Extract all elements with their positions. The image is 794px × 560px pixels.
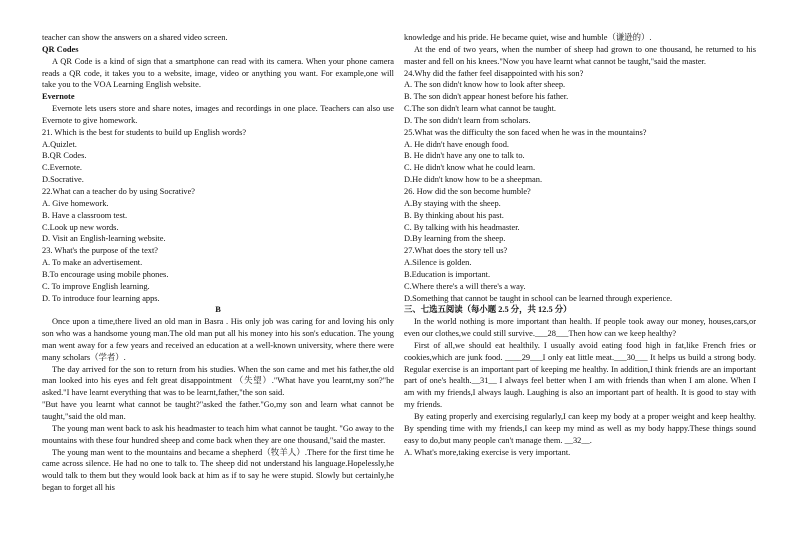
left-column-line: QR Codes: [42, 44, 79, 54]
left-column-line: B.To encourage using mobile phones.: [42, 269, 169, 279]
left-column-line: B.QR Codes.: [42, 151, 87, 161]
left-column-line: C.Look up new words.: [42, 222, 119, 232]
right-column-line: C. By talking with his headmaster.: [404, 222, 520, 232]
left-column: [42, 32, 394, 494]
left-column-line: A. Give homework.: [42, 198, 109, 208]
right-column-line: A. The son didn't know how to look after sheep.: [404, 80, 566, 90]
right-column-line: 27.What does the story tell us?: [404, 246, 508, 256]
right-column-line: A. He didn't have enough food.: [404, 139, 510, 149]
right-column-line: D.He didn't know how to be a sheepman.: [404, 175, 543, 185]
left-column-line: The day arrived for the son to return from his studies. When the son came and met his father,the old man looked into his eyes and felt great disappointment （失望）."What have you learnt,my son?"he asked."I have learnt everything that was to be learnt,father,"the son said.: [42, 364, 394, 398]
left-column-line: D.Socrative.: [42, 175, 84, 185]
left-column-line: D. Visit an English-learning website.: [42, 234, 166, 244]
right-column-line: C. He didn't know what he could learn.: [404, 163, 536, 173]
left-column-line: Evernote lets users store and share notes, images and recordings in one place. Teachers can also use Evernote to give homework.: [42, 104, 394, 125]
left-column-line: The young man went back to ask his headmaster to teach him what cannot be taught. "Go away to the mountains with these four hundred sheep and come back when they are one thousand,"said the master.: [42, 423, 394, 445]
right-column-line: A. What's more,taking exercise is very important.: [404, 447, 571, 457]
right-column: [404, 32, 756, 458]
left-column-line: D. To introduce four learning apps.: [42, 293, 160, 303]
right-column-line: A.Silence is golden.: [404, 258, 472, 268]
right-column-line: C.Where there's a will there's a way.: [404, 281, 526, 291]
left-column-line: 23. What's the purpose of the text?: [42, 246, 159, 256]
right-column-line: knowledge and his pride. He became quiet, wise and humble（谦逊的）.: [404, 33, 652, 42]
right-column-line: 25.What was the difficulty the son faced when he was in the mountains?: [404, 127, 647, 137]
left-column-line: teacher can show the answers on a shared video screen.: [42, 33, 228, 42]
left-column-line: B: [215, 305, 221, 315]
right-column-line: 三、七选五阅读（每小题 2.5 分，共 12.5 分）: [404, 305, 572, 315]
right-column-line: B.Education is important.: [404, 269, 491, 279]
left-column-line: A QR Code is a kind of sign that a smartphone can read with its camera. When your phone camera reads a QR code, it takes you to a website, image, video or anything you want. For example,one will take you to the VOA Learning English website.: [42, 56, 394, 90]
left-column-line: "But have you learnt what cannot be taught?"asked the father."Go,my son and learn what cannot be taught,"said the old man.: [42, 400, 394, 421]
right-column-line: D.Something that cannot be taught in school can be learned through experience.: [404, 293, 673, 303]
left-column-line: The young man went to the mountains and became a shepherd（牧羊人）.There for the first time he came across silence. He had no one to talk to. The sheep did not understand his language.Hopelessly,he would talk to them but they would look back at him as if to say he were stupid. Slowly but certainly,he began to forget all his: [42, 447, 394, 493]
left-column-line: Once upon a time,there lived an old man in Basra . His only job was caring for and loving his only son who was a handsome young man.The old man put all his money into his son's education. The young man went away for a few years and received an education at a well-known university, where there were many scholars（学者）.: [42, 317, 394, 362]
left-column-line: A.Quizlet.: [42, 139, 77, 149]
right-column-line: First of all,we should eat healthily. I usually avoid eating food high in fat,like French fries or cookies,which are junk food. ____29___I only eat little meat.___30___ It helps us build a strong body. Regular exercise is an important part of keeping me healthy. In addition,I think friends are an important part of one's health.__31__ I always feel better when I am with friends than when I am alone. When I am with my friends,I always laugh. Laughing is also an important part of health. It is good to stay with my friends.: [404, 340, 756, 410]
right-column-line: 26. How did the son become humble?: [404, 186, 531, 196]
left-column-line: C.Evernote.: [42, 163, 83, 173]
right-column-line: D. The son didn't learn from scholars.: [404, 115, 531, 125]
right-column-line: At the end of two years, when the number of sheep had grown to one thousand, he returned to his master and fell on his knees."Now you have learnt what cannot be taught,"said the master.: [404, 44, 756, 66]
right-column-line: B. The son didn't appear honest before his father.: [404, 92, 569, 102]
right-column-line: D.By learning from the sheep.: [404, 234, 506, 244]
right-column-line: In the world nothing is more important than health. If people took away our money, houses,cars,or even our clothes,we could still survive.___28___Then how can we keep healthy?: [404, 317, 756, 339]
left-column-line: Evernote: [42, 92, 75, 102]
left-column-line: B. Have a classroom test.: [42, 210, 128, 220]
right-column-line: A.By staying with the sheep.: [404, 198, 501, 208]
right-column-line: C.The son didn't learn what cannot be taught.: [404, 104, 556, 114]
left-column-line: A. To make an advertisement.: [42, 258, 143, 268]
right-column-line: By eating properly and exercising regularly,I can keep my body at a proper weight and keep healthy. By spending time with my friends,I can keep my mind as well as my body happy.These things sound easy to do,but many people can't manage them. __32__.: [404, 412, 756, 445]
left-column-line: C. To improve English learning.: [42, 281, 150, 291]
left-column-line: 22.What can a teacher do by using Socrative?: [42, 186, 196, 196]
right-column-line: 24.Why did the father feel disappointed with his son?: [404, 68, 584, 78]
right-column-line: B. He didn't have any one to talk to.: [404, 151, 525, 161]
left-column-line: 21. Which is the best for students to build up English words?: [42, 127, 247, 137]
right-column-line: B. By thinking about his past.: [404, 210, 504, 220]
